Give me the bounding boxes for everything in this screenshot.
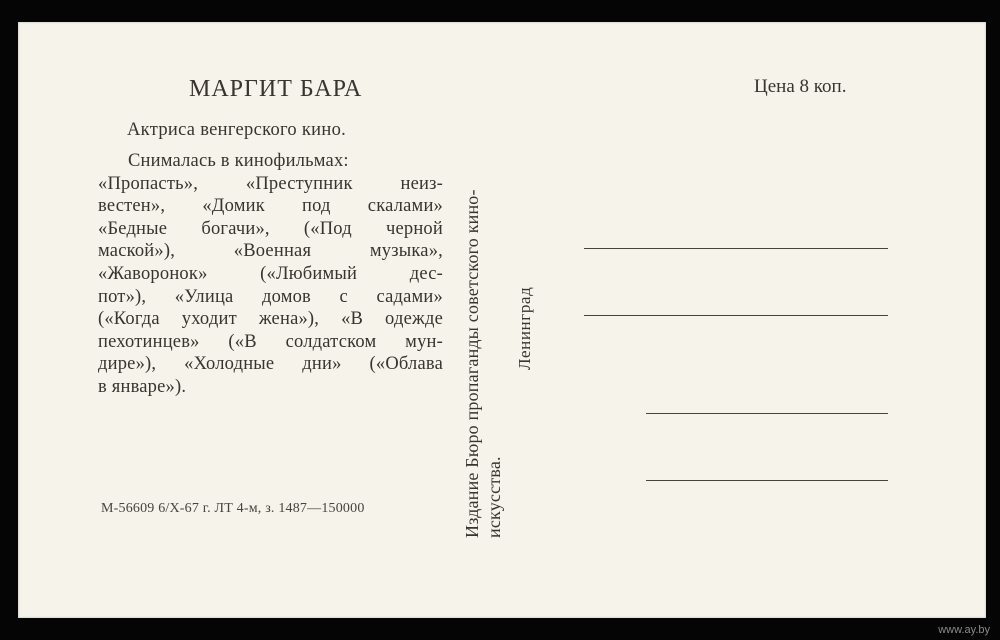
publisher-line: Издание Бюро пропаганды советского кино- xyxy=(462,189,482,538)
filmography-text xyxy=(98,150,443,399)
filmography-line: «Бедные богачи», («Под черной xyxy=(98,218,443,239)
filmography-line: пехотинцев» («В солдатском мун- xyxy=(98,331,443,352)
filmography-line: Снималась в кинофильмах: xyxy=(128,151,349,171)
filmography-line: «Пропасть», «Преступник неиз- xyxy=(98,173,443,194)
publisher-block xyxy=(461,78,504,538)
address-line xyxy=(584,315,888,316)
filmography-line: маской»), «Военная музыка», xyxy=(98,241,443,262)
filmography-line: в январе»). xyxy=(98,376,187,397)
filmography-line: («Когда уходит жена»), «В одежде xyxy=(98,309,443,330)
city-block xyxy=(515,242,539,382)
filmography-line: пот»), «Улица домов с садами» xyxy=(98,286,443,307)
city-label: Ленинград xyxy=(515,286,534,370)
filmography-line: вестен», «Домик под скалами» xyxy=(98,196,443,217)
print-info: М-56609 6/Х-67 г. ЛТ 4-м, з. 1487—150000 xyxy=(101,501,365,516)
watermark: www.ay.by xyxy=(938,624,990,636)
publisher-line: искусства. xyxy=(484,456,504,538)
address-line xyxy=(646,480,888,481)
filmography-line: «Жаворонок» («Любимый дес- xyxy=(98,263,443,284)
filmography-line: дире»), «Холодные дни» («Облава xyxy=(98,354,443,375)
address-line xyxy=(646,413,888,414)
actress-name-title: МАРГИТ БАРА xyxy=(189,76,363,102)
price-label: Цена 8 коп. xyxy=(754,76,847,97)
address-line xyxy=(584,248,888,249)
actress-subtitle: Актриса венгерского кино. xyxy=(127,120,347,140)
